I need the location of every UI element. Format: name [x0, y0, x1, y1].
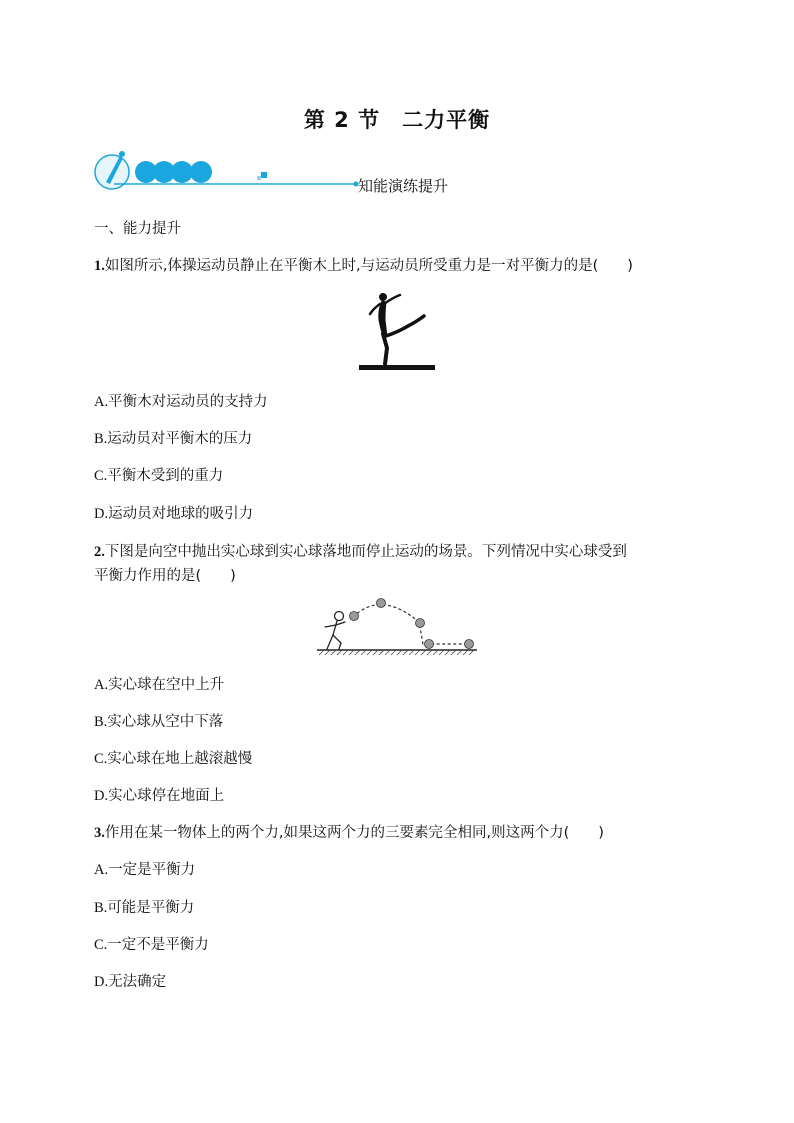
gymnast-silhouette-icon: [370, 294, 424, 365]
section-banner: [94, 148, 514, 196]
shot-put-trajectory-figure: [315, 596, 480, 658]
question-1: [94, 254, 633, 275]
option-2d[interactable]: D.实心球停在地面上: [94, 788, 225, 804]
question-2-line2: 平衡力作用的是( ): [94, 568, 236, 584]
banner-label: 知能演练提升: [358, 177, 449, 195]
question-number: 3.: [94, 825, 105, 841]
ball-icon: [350, 612, 359, 621]
section-name: 二力平衡: [402, 108, 491, 132]
option-1c[interactable]: C.平衡木受到的重力: [94, 468, 224, 484]
ball-icon: [377, 599, 386, 608]
option-2a[interactable]: A.实心球在空中上升: [94, 677, 225, 693]
question-2: [94, 540, 627, 561]
banner-square-icon: [261, 172, 267, 178]
option-3b[interactable]: B.可能是平衡力: [94, 900, 195, 916]
question-number: 1.: [94, 258, 105, 274]
ball-positions: [350, 599, 474, 649]
ball-icon: [425, 640, 434, 649]
ball-icon: [465, 640, 474, 649]
question-number: 2.: [94, 544, 105, 560]
banner-dot-3: [171, 161, 193, 183]
gymnast-on-beam-figure: [352, 290, 444, 374]
option-1b[interactable]: B.运动员对平衡木的压力: [94, 431, 253, 447]
question-text: 如图所示,体操运动员静止在平衡木上时,与运动员所受重力是一对平衡力的是( ): [104, 258, 633, 274]
ball-icon: [416, 619, 425, 628]
question-3: [94, 821, 604, 842]
option-3c[interactable]: C.一定不是平衡力: [94, 937, 209, 953]
section-number: 第 2 节: [303, 108, 381, 132]
option-3a[interactable]: A.一定是平衡力: [94, 862, 196, 878]
question-text: 作用在某一物体上的两个力,如果这两个力的三要素完全相同,则这两个力( ): [104, 825, 604, 841]
banner-dot-4: [190, 161, 212, 183]
option-1a[interactable]: A.平衡木对运动员的支持力: [94, 394, 268, 410]
page-title: [0, 104, 794, 134]
option-1d[interactable]: D.运动员对地球的吸引力: [94, 506, 254, 522]
balance-beam: [359, 365, 435, 370]
thrower-stick-figure-icon: [325, 612, 345, 650]
section-heading: 一、能力提升: [94, 221, 181, 237]
question-text-line1: 下图是向空中抛出实心球到实心球落地而停止运动的场景。下列情况中实心球受到: [104, 544, 627, 560]
trajectory-path: [353, 605, 469, 644]
option-3d[interactable]: D.无法确定: [94, 974, 167, 990]
option-2c[interactable]: C.实心球在地上越滚越慢: [94, 751, 253, 767]
option-2b[interactable]: B.实心球从空中下落: [94, 714, 224, 730]
